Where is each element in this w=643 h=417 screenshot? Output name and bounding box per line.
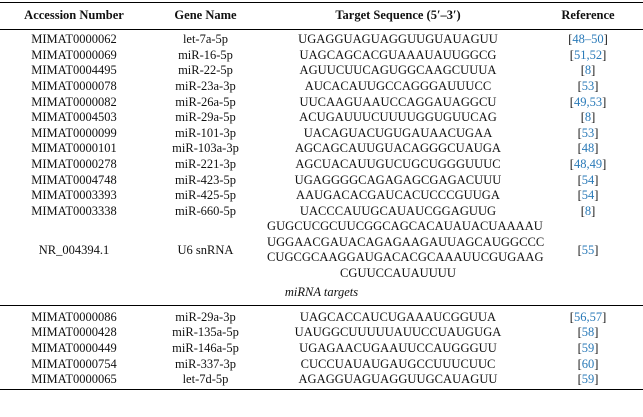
- ref-bracket-close: ]: [594, 141, 599, 156]
- reference-cell: [533, 94, 643, 110]
- sequence-line: CGUUCCAUAUUUU: [340, 265, 456, 280]
- accession-cell: MIMAT0000428: [31, 325, 117, 340]
- sequence-line: UGGAACGAUACAGAGAAGAUUAGCAUGGCCC: [267, 234, 545, 249]
- table-row: [0, 79, 643, 95]
- reference-cell: [533, 172, 643, 188]
- table-row: [0, 188, 643, 204]
- table-header: [0, 3, 643, 30]
- section-label: miRNA targets: [0, 282, 643, 306]
- table-row: [0, 30, 643, 48]
- table-row-u6: [0, 219, 643, 281]
- gene-name-cell: miR-425-5p: [174, 188, 237, 203]
- sequence-cell: UUCAAGUAAUCCAGGAUAGGCU: [299, 94, 497, 109]
- ref-bracket-open: [: [569, 309, 574, 324]
- ref-bracket-close: ]: [602, 47, 607, 62]
- gene-name-cell: let-7a-5p: [182, 32, 229, 47]
- ref-bracket-close: ]: [594, 372, 599, 387]
- accession-cell: MIMAT0000069: [31, 47, 117, 62]
- accession-cell: MIMAT0003338: [31, 203, 117, 218]
- section-row: [0, 282, 643, 306]
- reference-cell: [533, 79, 643, 95]
- reference-link[interactable]: 60: [581, 356, 595, 371]
- header-gene: Gene Name: [148, 3, 263, 30]
- reference-link[interactable]: 51,52: [573, 47, 603, 62]
- ref-bracket-close: ]: [602, 309, 607, 324]
- ref-bracket-open: [: [569, 47, 574, 62]
- sequence-cell: UGAGGUAGUAGGUUGUAUAGUU: [298, 32, 498, 47]
- gene-name-cell: miR-22-5p: [178, 63, 233, 78]
- table-row: [0, 63, 643, 79]
- sequence-cell: UGAGGGGCAGAGAGCGAGACUUU: [294, 172, 502, 187]
- table-row: [0, 94, 643, 110]
- ref-bracket-open: [: [577, 141, 582, 156]
- ref-bracket-open: [: [569, 94, 574, 109]
- table-row: [0, 172, 643, 188]
- gene-name-cell: miR-103a-3p: [172, 141, 239, 156]
- table-row: [0, 356, 643, 372]
- ref-bracket-open: [: [569, 157, 574, 172]
- ref-bracket-close: ]: [594, 356, 599, 371]
- reference-link[interactable]: 54: [581, 188, 595, 203]
- accession-cell: MIMAT0004495: [31, 63, 117, 78]
- gene-name-cell: miR-101-3p: [174, 125, 237, 140]
- accession-cell: MIMAT0000449: [31, 340, 117, 355]
- ref-bracket-open: [: [577, 125, 582, 140]
- header-sequence: Target Sequence (5′–3′): [263, 3, 533, 30]
- gene-name-cell: miR-29a-3p: [175, 309, 236, 324]
- ref-bracket-open: [: [580, 63, 585, 78]
- ref-bracket-open: [: [580, 110, 585, 125]
- ref-bracket-open: [: [577, 372, 582, 387]
- sequence-cell: AGAGGUAGUAGGUUGCAUAGUU: [263, 372, 533, 390]
- sequence-cell: AGUUCUUCAGUGGCAAGCUUUA: [299, 63, 497, 78]
- sequence-cell: CUCCUAUAUGAUGCCUUUCUUC: [300, 356, 496, 371]
- reference-cell: [533, 204, 643, 220]
- ref-bracket-open: [: [568, 32, 573, 47]
- reference-cell: [533, 188, 643, 204]
- ref-bracket-close: ]: [594, 340, 599, 355]
- gene-name-cell: miR-135a-5p: [172, 325, 239, 340]
- ref-bracket-close: ]: [591, 110, 596, 125]
- ref-bracket-close: ]: [594, 242, 599, 257]
- reference-link[interactable]: 49,53: [573, 94, 603, 109]
- sequence-cell: UAGCAGCACGUAAAUAUUGGCG: [299, 47, 497, 62]
- ref-bracket-open: [: [577, 340, 582, 355]
- sequence-cell: UAUGGCUUUUUAUUCCUAUGUGA: [294, 325, 502, 340]
- reference-link[interactable]: 8: [584, 203, 592, 218]
- table-row: [0, 126, 643, 142]
- table-row: [0, 157, 643, 173]
- reference-cell: [533, 126, 643, 142]
- sequence-cell: AGCAGCAUUGUACAGGGCUAUGA: [294, 141, 501, 156]
- reference-cell: [533, 325, 643, 341]
- ref-bracket-open: [: [577, 188, 582, 203]
- reference-cell: [533, 372, 643, 390]
- reference-link[interactable]: 48,49: [573, 157, 603, 172]
- ref-bracket-close: ]: [602, 157, 607, 172]
- gene-name-cell: miR-16-5p: [178, 47, 233, 62]
- reference-link[interactable]: 56,57: [573, 309, 603, 324]
- ref-bracket-close: ]: [591, 203, 596, 218]
- table-row: [0, 372, 643, 390]
- sequence-cell: UACAGUACUGUGAUAACUGAA: [303, 125, 493, 140]
- accession-cell: MIMAT0000065: [0, 372, 148, 390]
- gene-name-cell: miR-337-3p: [174, 356, 237, 371]
- reference-link[interactable]: 53: [581, 125, 595, 140]
- reference-link[interactable]: 58: [581, 325, 595, 340]
- sequence-cell: AAUGACACGAUCACUCCCGUUGA: [296, 188, 500, 203]
- reference-link[interactable]: 55: [581, 242, 595, 257]
- gene-name-cell: miR-26a-5p: [175, 94, 236, 109]
- reference-cell: [533, 310, 643, 326]
- table-row: [0, 141, 643, 157]
- reference-link[interactable]: 8: [584, 63, 592, 78]
- reference-link[interactable]: 53: [581, 79, 595, 94]
- gene-name-cell: U6 snRNA: [177, 242, 234, 257]
- table-row: [0, 310, 643, 326]
- sequence-line: CUGCGCAAGGAUGACACGCAAAUUCGUGAAG: [267, 250, 544, 265]
- ref-bracket-open: [: [577, 242, 582, 257]
- ref-bracket-close: ]: [594, 125, 599, 140]
- gene-name-cell: let-7d-5p: [148, 372, 263, 390]
- gene-name-cell: miR-29a-5p: [175, 110, 236, 125]
- gene-name-cell: miR-660-5p: [174, 203, 237, 218]
- sequence-table: [0, 2, 643, 390]
- sequence-cell: UAGCACCAUCUGAAAUCGGUUA: [299, 309, 497, 324]
- table-row: [0, 48, 643, 64]
- table-row: [0, 110, 643, 126]
- reference-cell: [533, 110, 643, 126]
- accession-cell: MIMAT0000101: [31, 141, 117, 156]
- reference-link[interactable]: 54: [581, 172, 595, 187]
- accession-cell: MIMAT0000062: [31, 32, 117, 47]
- sequence-cell: UGAGAACUGAAUUCCAUGGGUU: [299, 340, 497, 355]
- accession-cell: MIMAT0003393: [31, 188, 117, 203]
- header-row: [0, 3, 643, 30]
- sequence-cell: UACCCAUUGCAUAUCGGAGUUG: [299, 203, 497, 218]
- ref-bracket-close: ]: [603, 32, 608, 47]
- table-row: [0, 341, 643, 357]
- sequence-cell: AGCUACAUUGUCUGCUGGGUUUC: [295, 157, 501, 172]
- ref-bracket-open: [: [577, 79, 582, 94]
- reference-cell: [533, 48, 643, 64]
- reference-cell: [533, 157, 643, 173]
- reference-cell: [533, 30, 643, 48]
- reference-link[interactable]: 48–50: [572, 32, 604, 47]
- accession-cell: MIMAT0004748: [31, 172, 117, 187]
- sequence-cell: AUCACAUUGCCAGGGAUUUCC: [304, 79, 492, 94]
- reference-link[interactable]: 8: [584, 110, 592, 125]
- ref-bracket-close: ]: [594, 79, 599, 94]
- ref-bracket-open: [: [577, 356, 582, 371]
- header-reference: Reference: [533, 3, 643, 30]
- ref-bracket-close: ]: [594, 325, 599, 340]
- sequence-cell: [263, 219, 545, 281]
- reference-cell: [533, 63, 643, 79]
- gene-name-cell: miR-423-5p: [174, 172, 237, 187]
- gene-name-cell: miR-23a-3p: [175, 79, 236, 94]
- ref-bracket-open: [: [580, 203, 585, 218]
- accession-cell: MIMAT0000078: [31, 79, 117, 94]
- accession-cell: NR_004394.1: [38, 242, 110, 257]
- reference-cell: [533, 219, 643, 281]
- accession-cell: MIMAT0000086: [31, 309, 117, 324]
- accession-cell: MIMAT0000754: [31, 356, 117, 371]
- header-accession: Accession Number: [0, 3, 148, 30]
- reference-cell: [533, 341, 643, 357]
- reference-link[interactable]: 59: [581, 372, 595, 387]
- accession-cell: MIMAT0000082: [31, 94, 117, 109]
- gene-name-cell: miR-146a-5p: [172, 340, 239, 355]
- reference-cell: [533, 141, 643, 157]
- ref-bracket-open: [: [577, 172, 582, 187]
- table-row: [0, 325, 643, 341]
- sequence-line: GUGCUCGCUUCGGCAGCACAUAUACUAAAAU: [267, 219, 543, 234]
- table-body: [0, 30, 643, 390]
- ref-bracket-open: [: [577, 325, 582, 340]
- accession-cell: MIMAT0000278: [31, 157, 117, 172]
- accession-cell: MIMAT0000099: [31, 125, 117, 140]
- gene-name-cell: miR-221-3p: [174, 157, 237, 172]
- ref-bracket-close: ]: [602, 94, 607, 109]
- table-row: [0, 204, 643, 220]
- accession-cell: MIMAT0004503: [31, 110, 117, 125]
- ref-bracket-close: ]: [591, 63, 596, 78]
- ref-bracket-close: ]: [594, 188, 599, 203]
- sequence-cell: ACUGAUUUCUUUUGGUGUUCAG: [299, 110, 497, 125]
- reference-cell: [533, 356, 643, 372]
- reference-link[interactable]: 48: [581, 141, 595, 156]
- reference-link[interactable]: 59: [581, 340, 595, 355]
- ref-bracket-close: ]: [594, 172, 599, 187]
